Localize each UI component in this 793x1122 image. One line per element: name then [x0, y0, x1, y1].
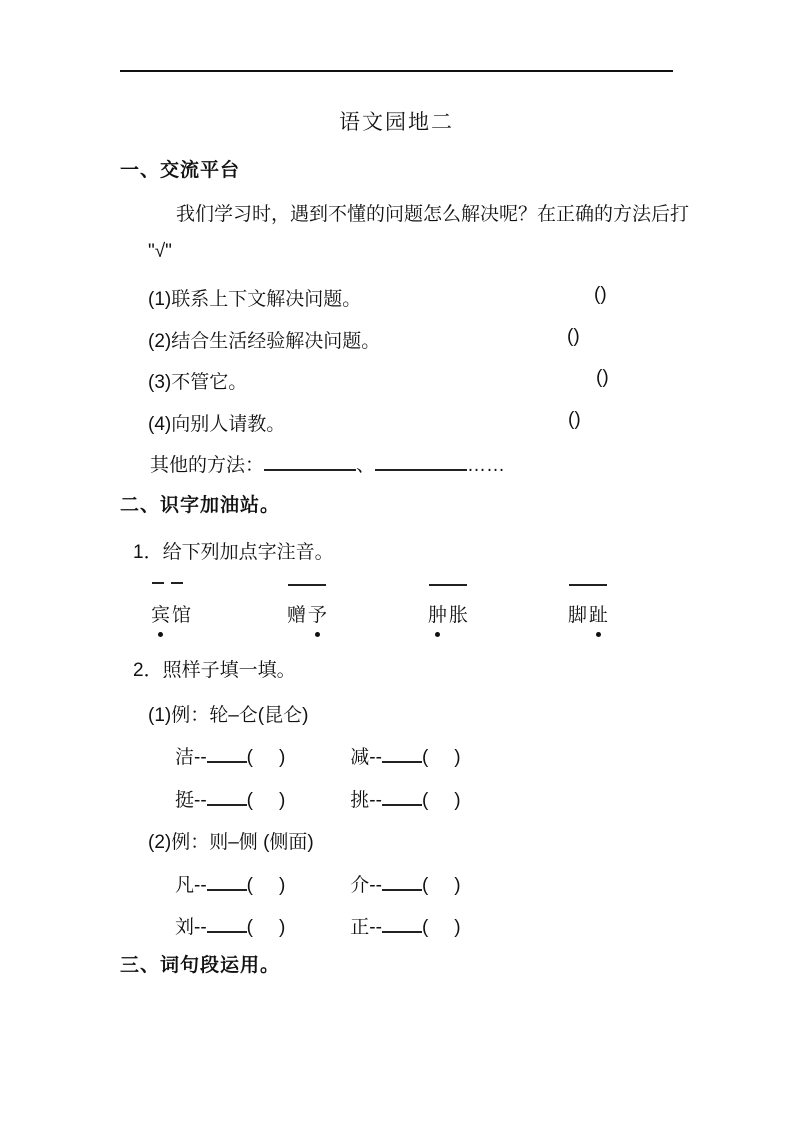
option-label: (4)向别人请教。	[148, 414, 286, 435]
paren-open: (	[246, 917, 253, 938]
fill-connector: --	[369, 917, 382, 938]
paren-close: )	[454, 875, 461, 896]
fill-blank	[264, 454, 356, 471]
option-row	[148, 284, 668, 311]
paren-close: )	[454, 790, 461, 811]
fill-blank	[382, 746, 422, 763]
paren-open: (	[246, 790, 253, 811]
q2-part1-example: (1)例：轮–仑(昆仑)	[148, 705, 309, 726]
fill-blank	[375, 454, 467, 471]
option-row	[148, 409, 668, 436]
fill-char: 凡	[175, 875, 195, 896]
fill-char: 正	[350, 917, 370, 938]
fill-blank	[207, 874, 247, 891]
dotted-char-mark	[435, 632, 440, 637]
paren-close: )	[279, 790, 286, 811]
fill-item	[350, 870, 520, 897]
pinyin-word	[427, 568, 471, 652]
other-methods-label: 其他的方法：	[150, 455, 265, 476]
paren-open: (	[246, 747, 253, 768]
fill-blank	[382, 789, 422, 806]
paren-open: (	[246, 875, 253, 896]
word-characters: 肿 胀	[427, 605, 468, 626]
word-characters: 宾 馆	[150, 605, 191, 626]
other-methods-separator: 、	[356, 455, 376, 476]
fill-item	[350, 742, 520, 769]
paren-open: (	[421, 790, 429, 811]
pinyin-word	[567, 568, 611, 652]
intro-line-2: "√"	[148, 241, 172, 262]
fill-connector: --	[194, 875, 207, 896]
fill-blank	[207, 916, 247, 933]
fill-connector: --	[194, 917, 207, 938]
fill-item	[175, 912, 345, 939]
section2-heading: 二、识字加油站。	[120, 495, 281, 516]
other-methods-row	[150, 450, 505, 477]
fill-blank	[382, 916, 422, 933]
option-label: (1)联系上下文解决问题。	[148, 289, 362, 310]
pinyin-blank	[288, 572, 326, 586]
pinyin-word-row	[120, 568, 673, 654]
fill-blank	[382, 874, 422, 891]
dotted-char-mark	[596, 632, 601, 637]
dotted-char-mark	[315, 632, 320, 637]
fill-connector: --	[194, 790, 207, 811]
fill-blank	[207, 746, 247, 763]
option-label: (3)不管它。	[148, 372, 248, 393]
pinyin-blank	[429, 572, 467, 586]
option-row	[148, 326, 668, 353]
fill-char: 减	[350, 747, 370, 768]
option-row	[148, 367, 668, 394]
intro-line-1: 我们学习时，遇到不懂的问题怎么解决呢？在正确的方法后打	[176, 204, 690, 225]
paren-close: )	[454, 747, 461, 768]
paren-open: (	[421, 747, 429, 768]
answer-parens: ()	[594, 284, 607, 305]
fill-connector: --	[369, 747, 382, 768]
section1-heading: 一、交流平台	[120, 160, 241, 181]
fill-item	[175, 742, 345, 769]
dotted-char-mark	[158, 632, 163, 637]
fill-item	[350, 912, 520, 939]
fill-connector: --	[369, 790, 382, 811]
pinyin-blank	[569, 572, 607, 586]
header-rule	[120, 70, 673, 72]
fill-item	[350, 785, 520, 812]
fill-row	[175, 742, 520, 769]
paren-close: )	[279, 917, 286, 938]
answer-parens: ()	[596, 367, 609, 388]
word-characters: 脚 趾	[567, 605, 608, 626]
fill-char: 洁	[175, 747, 195, 768]
fill-row	[175, 870, 520, 897]
fill-char: 介	[350, 875, 370, 896]
answer-parens: ()	[567, 326, 580, 347]
fill-char: 挑	[350, 790, 370, 811]
section3-heading: 三、词句段运用。	[120, 955, 281, 976]
fill-item	[175, 785, 345, 812]
fill-row	[175, 912, 520, 939]
fill-char: 挺	[175, 790, 195, 811]
pinyin-word	[286, 568, 330, 652]
paren-close: )	[279, 747, 286, 768]
q2-part2-example: (2)例：则–侧 (侧面)	[148, 832, 314, 853]
pinyin-blank	[152, 572, 190, 584]
fill-char: 刘	[175, 917, 195, 938]
fill-connector: --	[369, 875, 382, 896]
paren-close: )	[279, 875, 286, 896]
pinyin-word	[150, 568, 194, 652]
fill-item	[175, 870, 345, 897]
other-methods-suffix: ……	[467, 455, 506, 476]
paren-open: (	[421, 917, 429, 938]
fill-connector: --	[194, 747, 207, 768]
fill-blank	[207, 789, 247, 806]
q1-label: 1．给下列加点字注音。	[133, 542, 334, 563]
q2-label: 2．照样子填一填。	[133, 660, 296, 681]
paren-close: )	[454, 917, 461, 938]
answer-parens: ()	[568, 409, 581, 430]
option-label: (2)结合生活经验解决问题。	[148, 331, 381, 352]
page-title: 语文园地二	[339, 111, 454, 134]
paren-open: (	[421, 875, 429, 896]
fill-row	[175, 785, 520, 812]
word-characters: 赠 予	[286, 605, 327, 626]
